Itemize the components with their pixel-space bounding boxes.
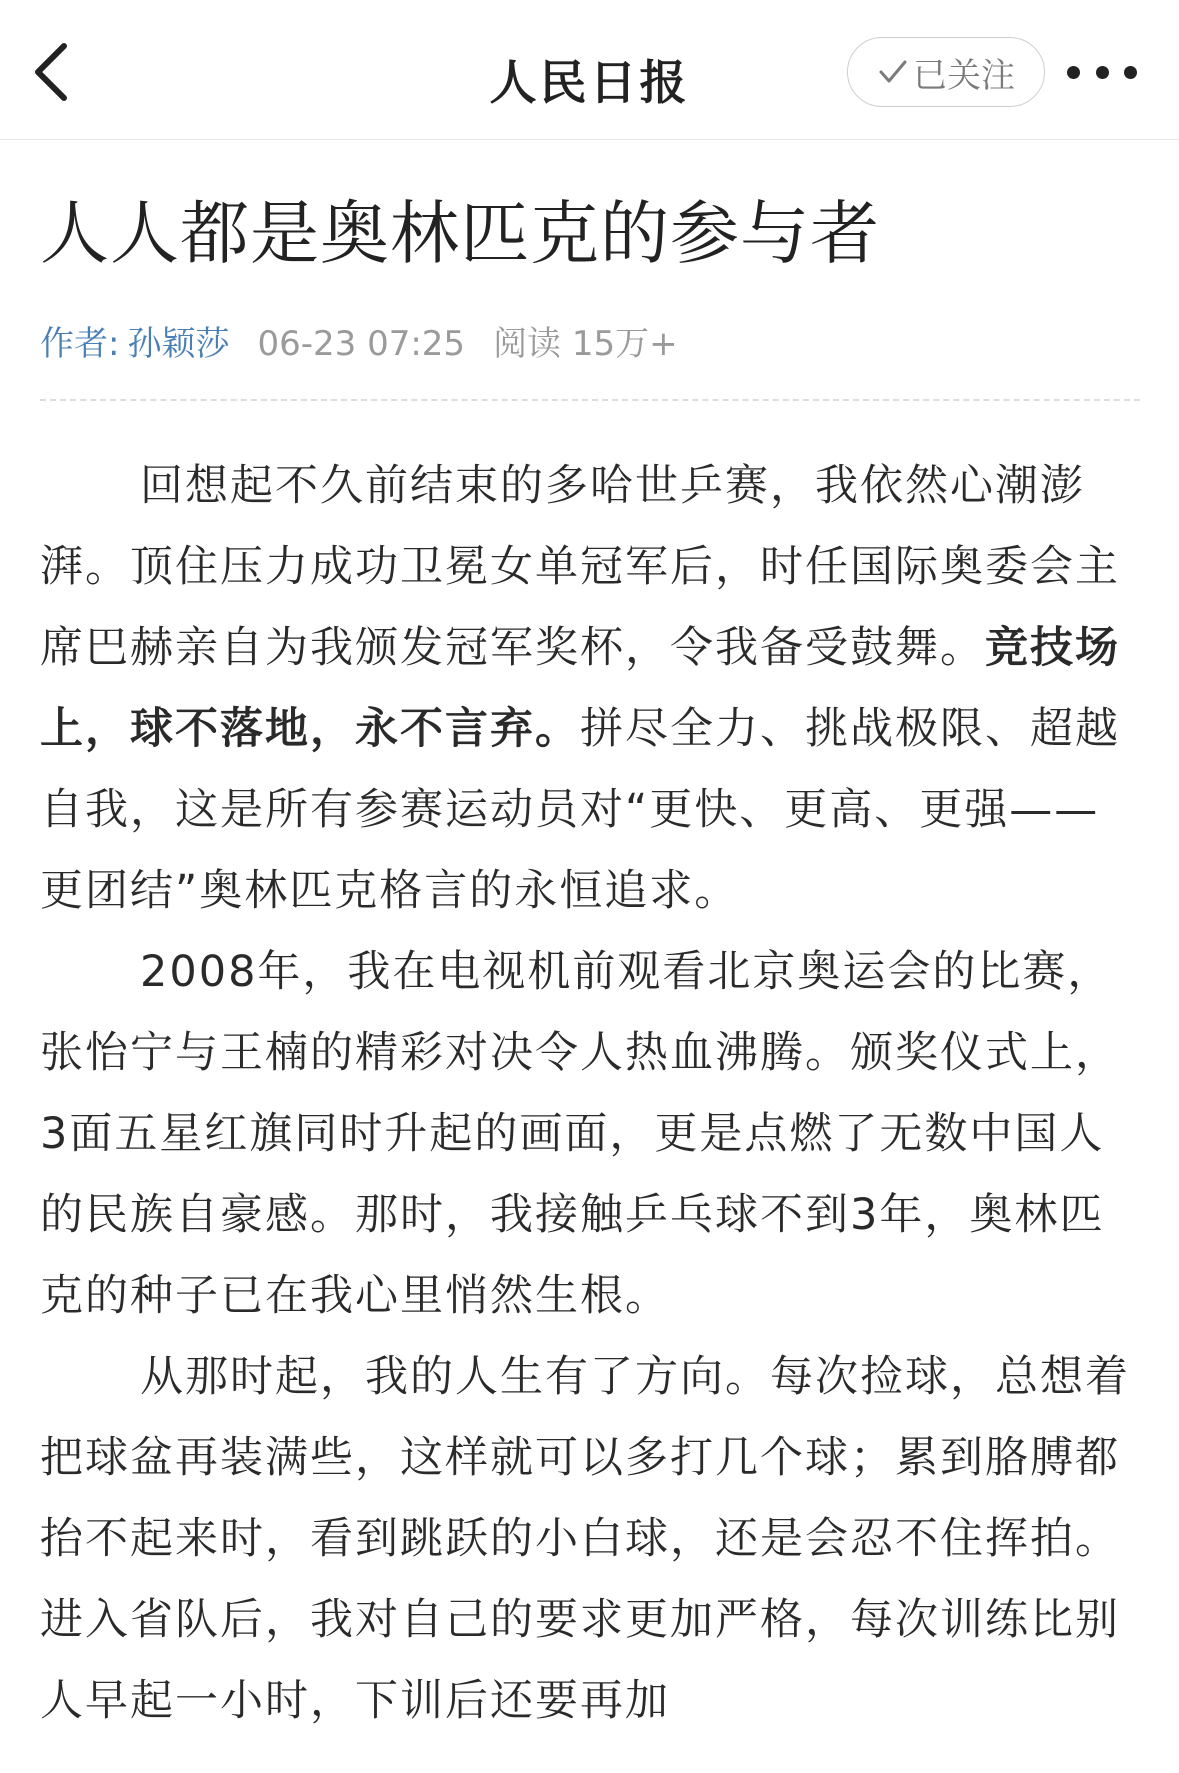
checkmark-icon <box>877 56 909 88</box>
bold-quote: 竞技场上，球不落地，永不言弃。 <box>40 623 1120 754</box>
publish-time: 06-23 07:25 <box>257 324 466 364</box>
article-title: 人人都是奥林匹克的参与者 <box>40 194 880 274</box>
account-name: 人民日报 <box>489 56 690 111</box>
paragraph-1: 回想起不久前结束的多哈世乒赛，我依然心潮澎湃。顶住压力成功卫冕女单冠军后，时任国际奥委会主席巴赫亲自为我颁发冠军奖杯，令我备受鼓舞。竞技场上，球不落地，永不言弃。拼尽全力、挑战极限、超越自我，这是所有参赛运动员对“更快、更高、更强——更团结”奥林匹克格言的永恒追求。 <box>40 461 1120 916</box>
dashed-divider <box>40 399 1140 401</box>
follow-button[interactable] <box>847 37 1045 107</box>
author-label: 作者: <box>40 324 120 364</box>
follow-label: 已关注 <box>913 55 1015 96</box>
article-meta <box>40 316 678 365</box>
author-link[interactable]: 孙颖莎 <box>127 324 230 364</box>
top-nav-bar <box>0 0 1179 140</box>
more-options-icon[interactable] <box>1067 60 1137 84</box>
paragraph-2: 2008年，我在电视机前观看北京奥运会的比赛，张怡宁与王楠的精彩对决令人热血沸腾。颁奖仪式上，3面五星红旗同时升起的画面，更是点燃了无数中国人的民族自豪感。那时，我接触乒乓球不到3年，奥林匹克的种子已在我心里悄然生根。 <box>40 947 1120 1321</box>
article-body <box>40 446 1140 1742</box>
read-count: 阅读 15万+ <box>493 324 678 364</box>
paragraph-3: 从那时起，我的人生有了方向。每次捡球，总想着把球盆再装满些，这样就可以多打几个球；累到胳膊都抬不起来时，看到跳跃的小白球，还是会忍不住挥拍。进入省队后，我对自己的要求更加严格，每次训练比别人早起一小时，下训后还要再加 <box>40 1352 1130 1726</box>
